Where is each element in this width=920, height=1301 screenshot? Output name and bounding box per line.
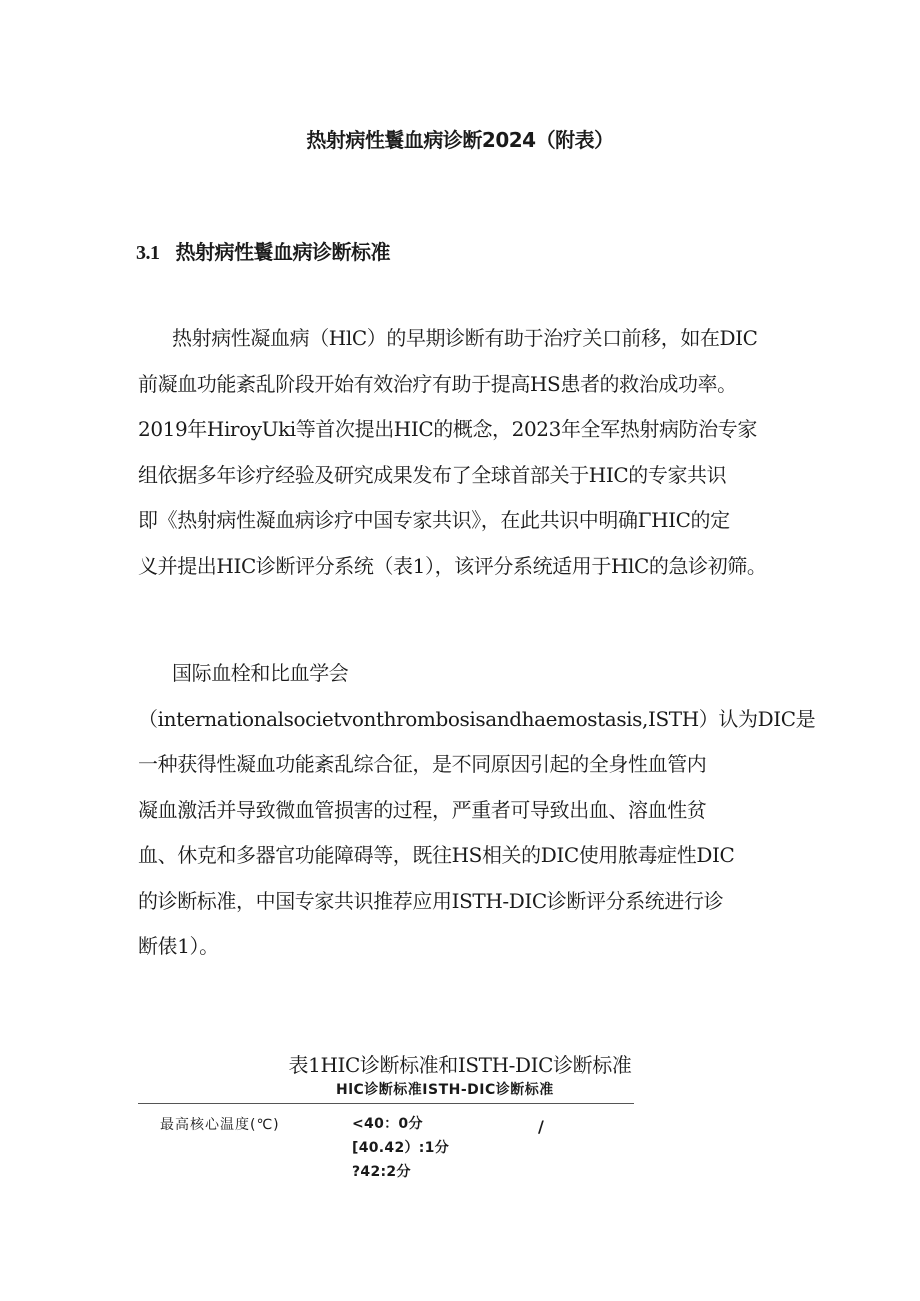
- document-title: 热射病性鬟血病诊断2024（附表）: [306, 128, 614, 152]
- hic-score-list: [352, 1112, 449, 1184]
- table-row-label: 最高核心温度(℃): [160, 1117, 280, 1133]
- section-heading-text: 热射病性鬟血病诊断标准: [175, 240, 390, 264]
- paragraph-line: 断俵1）。: [138, 934, 219, 958]
- section-number: 3.1: [136, 242, 160, 264]
- paragraph-line: 的诊断标准，中国专家共识推荐应用ISTH-DIC诊断评分系统进行诊: [138, 888, 724, 913]
- paragraph-line: 即《热射病性凝血病诊疗中国专家共识》，在此共识中明确ΓHIC的定: [138, 508, 730, 532]
- paragraph-line: 热射病性凝血病（HlC）的早期诊断有助于治疗关口前移，如在DIC: [172, 326, 758, 350]
- hic-score: ?42:2分: [352, 1164, 411, 1180]
- table-subheader: HlC诊断标准ISTH-DIC诊断标准: [336, 1082, 554, 1098]
- table-divider: [138, 1103, 634, 1104]
- paragraph-line: 凝血激活并导致微血管损害的过程，严重者可导致出血、溶血性贫: [138, 797, 707, 822]
- paragraph-line: 血、休克和多器官功能障碍等，既往HS相关的DIC使用脓毒症性DIC: [138, 843, 735, 867]
- hic-score: <40：0分: [352, 1116, 423, 1132]
- paragraph-line: 2019年HiroyUki等首次提出HIC的概念，2023年全军热射病防治专家: [138, 417, 757, 441]
- section-heading: [136, 236, 390, 265]
- paragraph-line: 前凝血功能紊乱阶段开始有效治疗有助于提高HS患者的救治成功率。: [138, 371, 737, 396]
- isth-dic-cell: /: [538, 1117, 545, 1136]
- paragraph-line: （internationalsocietvonthrombosisandhaemostasis,ISTH）认为DIC是: [138, 706, 816, 731]
- paragraph-line: 组依据多年诊疗经验及研究成果发布了全球首部关于HIC的专家共识: [138, 462, 727, 487]
- paragraph-hic-intro: [138, 316, 788, 589]
- hic-score: [40.42）:1分: [352, 1140, 450, 1156]
- paragraph-line: 义并提出HIC诊断评分系统（表1），该评分系统适用于HlC的急诊初筛。: [138, 553, 767, 578]
- paragraph-line: 一种获得性凝血功能紊乱综合征，是不同原因引起的全身性血管内: [138, 752, 707, 776]
- paragraph-isth-dic: [138, 651, 816, 970]
- paragraph-line: 国际血栓和比血学会: [172, 661, 349, 685]
- table-caption: 表1HIC诊断标准和ISTH-DIC诊断标准: [288, 1053, 632, 1077]
